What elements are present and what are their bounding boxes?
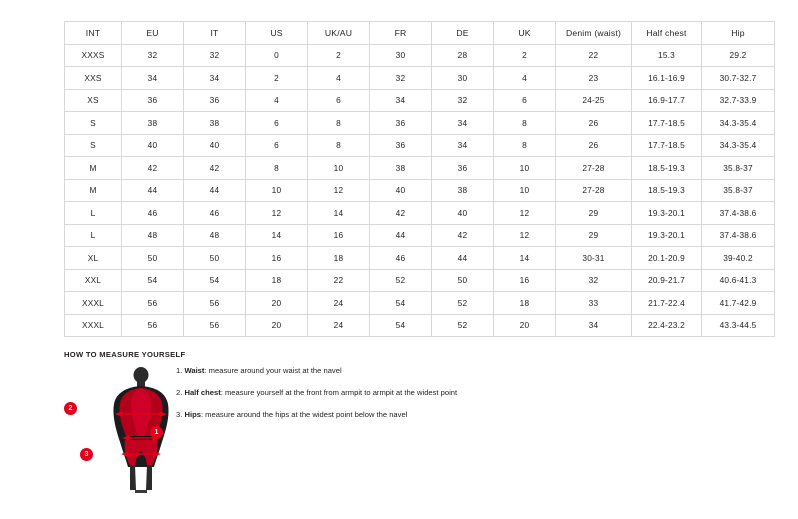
table-cell: 17.7-18.5 — [632, 134, 702, 157]
table-cell: 43.3-44.5 — [702, 314, 775, 337]
table-cell: 34.3-35.4 — [702, 112, 775, 135]
table-cell: XXL — [65, 269, 122, 292]
table-cell: 56 — [184, 314, 246, 337]
table-cell: XL — [65, 247, 122, 270]
table-cell: 16 — [494, 269, 556, 292]
table-cell: 41.7-42.9 — [702, 292, 775, 315]
table-cell: 10 — [494, 157, 556, 180]
table-cell: 40.6-41.3 — [702, 269, 775, 292]
table-cell: M — [65, 157, 122, 180]
table-cell: 20.9-21.7 — [632, 269, 702, 292]
table-cell: 54 — [370, 292, 432, 315]
table-cell: 48 — [184, 224, 246, 247]
badge-waist: 1 — [150, 426, 163, 439]
table-cell: 36 — [370, 134, 432, 157]
table-cell: 14 — [246, 224, 308, 247]
table-row — [65, 292, 775, 315]
table-cell: 32 — [432, 89, 494, 112]
table-cell: 34 — [370, 89, 432, 112]
table-cell: 16 — [246, 247, 308, 270]
table-cell: XXXL — [65, 314, 122, 337]
table-cell: 20 — [494, 314, 556, 337]
table-cell: 37.4-38.6 — [702, 224, 775, 247]
table-cell: 12 — [494, 224, 556, 247]
measure-step — [176, 410, 596, 419]
table-cell: 2 — [494, 44, 556, 67]
table-cell: 44 — [122, 179, 184, 202]
table-cell: 30.7-32.7 — [702, 67, 775, 90]
table-cell: 40 — [370, 179, 432, 202]
table-cell: 24 — [308, 314, 370, 337]
table-cell: 35.8-37 — [702, 179, 775, 202]
table-cell: 22.4-23.2 — [632, 314, 702, 337]
table-cell: 56 — [122, 314, 184, 337]
table-cell: 50 — [122, 247, 184, 270]
table-cell: 48 — [122, 224, 184, 247]
table-cell: 32.7-33.9 — [702, 89, 775, 112]
table-cell: 40 — [432, 202, 494, 225]
table-cell: 18 — [494, 292, 556, 315]
table-cell: 4 — [246, 89, 308, 112]
table-cell: 42 — [184, 157, 246, 180]
table-cell: 38 — [122, 112, 184, 135]
measure-steps-list — [176, 366, 596, 432]
table-row — [65, 202, 775, 225]
table-row — [65, 89, 775, 112]
table-header-cell: FR — [370, 22, 432, 45]
table-cell: 35.8-37 — [702, 157, 775, 180]
table-cell: 39-40.2 — [702, 247, 775, 270]
table-header-cell: Half chest — [632, 22, 702, 45]
table-header-cell: IT — [184, 22, 246, 45]
measure-step-text: : measure around the hips at the widest point below the navel — [200, 410, 408, 420]
table-cell: 52 — [432, 314, 494, 337]
table-cell: 50 — [184, 247, 246, 270]
table-header-cell: UK — [494, 22, 556, 45]
table-cell: 2 — [308, 44, 370, 67]
table-cell: XS — [65, 89, 122, 112]
table-cell: 37.4-38.6 — [702, 202, 775, 225]
table-cell: 0 — [246, 44, 308, 67]
table-cell: 54 — [370, 314, 432, 337]
table-header-cell: US — [246, 22, 308, 45]
table-header-cell: Denim (waist) — [556, 22, 632, 45]
table-body — [65, 44, 775, 337]
table-row — [65, 112, 775, 135]
table-header-cell: UK/AU — [308, 22, 370, 45]
table-cell: 8 — [494, 134, 556, 157]
table-cell: 33 — [556, 292, 632, 315]
table-cell: 44 — [370, 224, 432, 247]
table-cell: 16.1-16.9 — [632, 67, 702, 90]
table-cell: 52 — [370, 269, 432, 292]
table-cell: 34 — [432, 112, 494, 135]
measure-step — [176, 366, 596, 375]
table-cell: 29 — [556, 224, 632, 247]
table-cell: 12 — [494, 202, 556, 225]
table-cell: 14 — [308, 202, 370, 225]
measure-step-number: 1. — [176, 366, 183, 375]
table-cell: 24-25 — [556, 89, 632, 112]
table-row — [65, 134, 775, 157]
table-row — [65, 67, 775, 90]
badge-half-chest: 2 — [64, 402, 77, 415]
table-cell: 54 — [184, 269, 246, 292]
measure-step-term: Half chest — [184, 388, 221, 398]
table-cell: 32 — [122, 44, 184, 67]
table-cell: 17.7-18.5 — [632, 112, 702, 135]
table-cell: 27-28 — [556, 157, 632, 180]
table-cell: 36 — [432, 157, 494, 180]
table-cell: 6 — [308, 89, 370, 112]
table-cell: L — [65, 202, 122, 225]
table-cell: 30 — [432, 67, 494, 90]
table-cell: 28 — [432, 44, 494, 67]
table-cell: 8 — [494, 112, 556, 135]
how-to-measure-title: HOW TO MEASURE YOURSELF — [64, 350, 186, 359]
table-cell: 18.5-19.3 — [632, 157, 702, 180]
table-cell: 12 — [308, 179, 370, 202]
table-cell: L — [65, 224, 122, 247]
table-cell: 34 — [122, 67, 184, 90]
table-cell: 29 — [556, 202, 632, 225]
table-cell: 2 — [246, 67, 308, 90]
table-cell: 44 — [184, 179, 246, 202]
measure-step-number: 2. — [176, 388, 183, 398]
table-cell: 40 — [122, 134, 184, 157]
table-cell: 24 — [308, 292, 370, 315]
table-row — [65, 269, 775, 292]
table-cell: 16 — [308, 224, 370, 247]
table-row — [65, 157, 775, 180]
table-cell: 8 — [308, 134, 370, 157]
table-cell: 38 — [370, 157, 432, 180]
table-cell: 16.9-17.7 — [632, 89, 702, 112]
measure-step — [176, 388, 596, 397]
table-cell: 34 — [184, 67, 246, 90]
table-cell: S — [65, 112, 122, 135]
table-header-cell: EU — [122, 22, 184, 45]
table-cell: 10 — [308, 157, 370, 180]
table-cell: 4 — [494, 67, 556, 90]
table-cell: S — [65, 134, 122, 157]
table-cell: 21.7-22.4 — [632, 292, 702, 315]
table-cell: 32 — [370, 67, 432, 90]
table-cell: 42 — [122, 157, 184, 180]
table-cell: 29.2 — [702, 44, 775, 67]
measure-step-term: Waist — [184, 366, 205, 375]
table-cell: 19.3-20.1 — [632, 224, 702, 247]
measure-step-text: : measure around your waist at the navel — [204, 366, 342, 375]
table-cell: 56 — [184, 292, 246, 315]
table-cell: 6 — [246, 134, 308, 157]
table-cell: 6 — [246, 112, 308, 135]
measure-step-term: Hips — [184, 410, 201, 420]
table-header-row — [65, 22, 775, 45]
table-cell: 14 — [494, 247, 556, 270]
table-cell: 36 — [184, 89, 246, 112]
table-cell: 8 — [308, 112, 370, 135]
size-chart-table-wrapper — [64, 21, 757, 337]
table-cell: 18 — [308, 247, 370, 270]
table-row — [65, 247, 775, 270]
table-cell: 42 — [370, 202, 432, 225]
table-cell: 20 — [246, 292, 308, 315]
table-cell: 46 — [122, 202, 184, 225]
table-header-cell: DE — [432, 22, 494, 45]
table-cell: 15.3 — [632, 44, 702, 67]
table-cell: 56 — [122, 292, 184, 315]
table-cell: 50 — [432, 269, 494, 292]
table-cell: 18 — [246, 269, 308, 292]
table-cell: 20.1-20.9 — [632, 247, 702, 270]
table-header-cell: Hip — [702, 22, 775, 45]
table-cell: 36 — [122, 89, 184, 112]
table-cell: 40 — [184, 134, 246, 157]
table-cell: 26 — [556, 112, 632, 135]
table-row — [65, 44, 775, 67]
badge-hips: 3 — [80, 448, 93, 461]
table-cell: 46 — [370, 247, 432, 270]
table-cell: 22 — [556, 44, 632, 67]
table-cell: 22 — [308, 269, 370, 292]
table-cell: XXXS — [65, 44, 122, 67]
table-cell: 10 — [494, 179, 556, 202]
table-header-cell: INT — [65, 22, 122, 45]
table-cell: 44 — [432, 247, 494, 270]
table-cell: 26 — [556, 134, 632, 157]
table-row — [65, 314, 775, 337]
table-cell: 36 — [370, 112, 432, 135]
table-cell: 12 — [246, 202, 308, 225]
table-cell: XXXL — [65, 292, 122, 315]
table-cell: 6 — [494, 89, 556, 112]
measure-step-number: 3. — [176, 410, 183, 420]
table-cell: 27-28 — [556, 179, 632, 202]
table-cell: 30-31 — [556, 247, 632, 270]
table-cell: 38 — [184, 112, 246, 135]
table-cell: 54 — [122, 269, 184, 292]
table-cell: 38 — [432, 179, 494, 202]
table-cell: 42 — [432, 224, 494, 247]
table-cell: 8 — [246, 157, 308, 180]
table-cell: M — [65, 179, 122, 202]
table-cell: 18.5-19.3 — [632, 179, 702, 202]
table-cell: 34.3-35.4 — [702, 134, 775, 157]
table-row — [65, 224, 775, 247]
table-cell: 32 — [556, 269, 632, 292]
table-cell: 10 — [246, 179, 308, 202]
table-cell: 20 — [246, 314, 308, 337]
table-cell: XXS — [65, 67, 122, 90]
measure-step-text: : measure yourself at the front from armpit to armpit at the widest point — [220, 388, 458, 398]
table-row — [65, 179, 775, 202]
table-cell: 4 — [308, 67, 370, 90]
table-cell: 46 — [184, 202, 246, 225]
table-cell: 32 — [184, 44, 246, 67]
table-cell: 19.3-20.1 — [632, 202, 702, 225]
table-cell: 23 — [556, 67, 632, 90]
table-cell: 34 — [556, 314, 632, 337]
table-cell: 30 — [370, 44, 432, 67]
table-cell: 52 — [432, 292, 494, 315]
size-chart-table — [64, 21, 775, 337]
table-cell: 34 — [432, 134, 494, 157]
